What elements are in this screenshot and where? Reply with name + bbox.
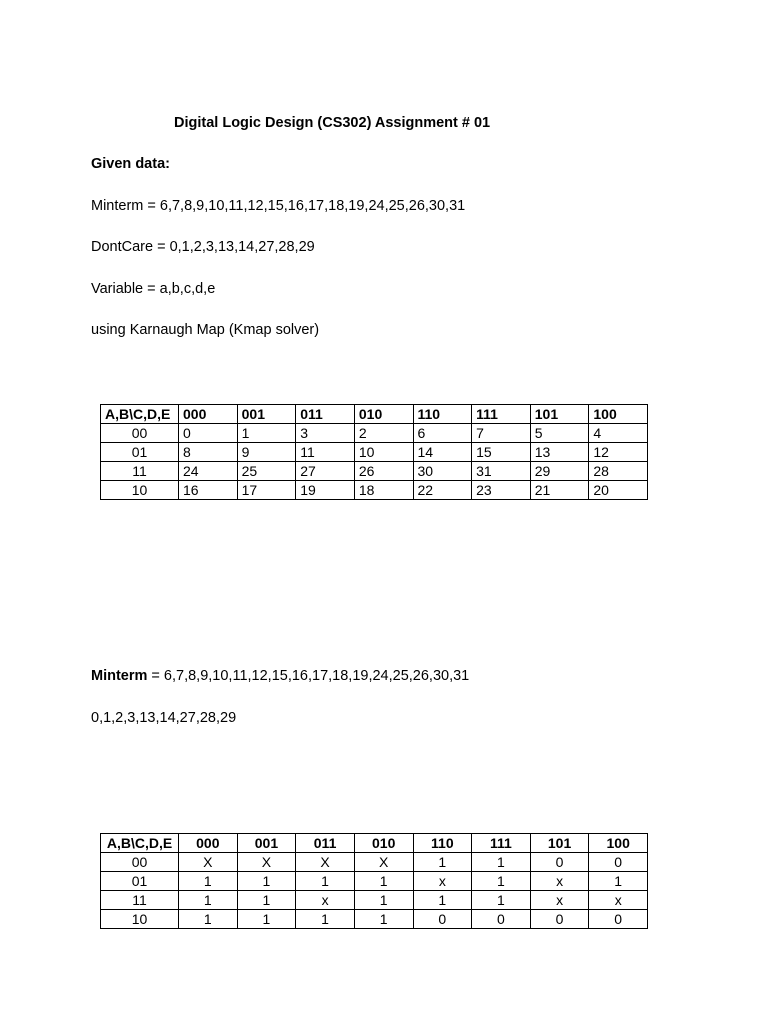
table-cell: 24 xyxy=(179,462,238,481)
dontcare-line: DontCare = 0,1,2,3,13,14,27,28,29 xyxy=(91,239,315,255)
column-header: 011 xyxy=(296,834,355,853)
table-cell: 26 xyxy=(354,462,413,481)
row-label: 11 xyxy=(101,462,179,481)
table-cell: 1 xyxy=(472,872,531,891)
row-label: 00 xyxy=(101,853,179,872)
table-row xyxy=(101,481,648,500)
table-cell: 20 xyxy=(589,481,648,500)
table-cell: 8 xyxy=(179,443,238,462)
table-cell: 1 xyxy=(179,891,238,910)
table-cell: 0 xyxy=(589,853,648,872)
table-cell: 13 xyxy=(530,443,589,462)
table-row xyxy=(101,872,648,891)
method-line: using Karnaugh Map (Kmap solver) xyxy=(91,322,320,338)
table-cell: 25 xyxy=(237,462,296,481)
table-cell: 0 xyxy=(530,910,589,929)
table-cell: x xyxy=(413,872,472,891)
table-cell: 10 xyxy=(354,443,413,462)
table-cell: 31 xyxy=(472,462,531,481)
table-cell: 1 xyxy=(354,872,413,891)
column-header: 000 xyxy=(179,405,238,424)
table-cell: 17 xyxy=(237,481,296,500)
table-cell: X xyxy=(179,853,238,872)
table-cell: x xyxy=(589,891,648,910)
column-header: 010 xyxy=(354,834,413,853)
table-cell: 1 xyxy=(179,910,238,929)
table-cell: 1 xyxy=(354,891,413,910)
table-cell: 1 xyxy=(589,872,648,891)
table-cell: 0 xyxy=(589,910,648,929)
table-cell: 3 xyxy=(296,424,355,443)
table-cell: 6 xyxy=(413,424,472,443)
column-header: 100 xyxy=(589,405,648,424)
row-label: 01 xyxy=(101,872,179,891)
table-cell: 28 xyxy=(589,462,648,481)
table-cell: 0 xyxy=(413,910,472,929)
table-cell: 30 xyxy=(413,462,472,481)
corner-header: A,B\C,D,E xyxy=(101,834,179,853)
column-header: 111 xyxy=(472,834,531,853)
table-cell: 2 xyxy=(354,424,413,443)
row-label: 11 xyxy=(101,891,179,910)
minterm-line: Minterm = 6,7,8,9,10,11,12,15,16,17,18,19,24,25,26,30,31 xyxy=(91,198,466,214)
table-cell: x xyxy=(530,872,589,891)
table-cell: 1 xyxy=(296,910,355,929)
table-cell: 1 xyxy=(237,424,296,443)
column-header: 100 xyxy=(589,834,648,853)
table-cell: 1 xyxy=(237,910,296,929)
corner-header: A,B\C,D,E xyxy=(101,405,179,424)
table-cell: 29 xyxy=(530,462,589,481)
table-cell: 4 xyxy=(589,424,648,443)
table-row xyxy=(101,443,648,462)
table-cell: 14 xyxy=(413,443,472,462)
column-header: 001 xyxy=(237,405,296,424)
table-cell: 1 xyxy=(237,872,296,891)
document-title: Digital Logic Design (CS302) Assignment # 01 xyxy=(174,115,491,131)
table-cell: 18 xyxy=(354,481,413,500)
table-cell: 7 xyxy=(472,424,531,443)
given-data-heading: Given data: xyxy=(91,156,170,172)
table-cell: 1 xyxy=(472,853,531,872)
kmap-index-table xyxy=(100,404,648,500)
table-row xyxy=(101,891,648,910)
table-row xyxy=(101,910,648,929)
table-cell: 1 xyxy=(354,910,413,929)
kmap-values-table xyxy=(100,833,648,929)
table-cell: 1 xyxy=(179,872,238,891)
column-header: 101 xyxy=(530,405,589,424)
row-label: 10 xyxy=(101,481,179,500)
table-cell: X xyxy=(354,853,413,872)
variable-line: Variable = a,b,c,d,e xyxy=(91,281,216,297)
row-label: 01 xyxy=(101,443,179,462)
minterm-label: Minterm xyxy=(91,668,148,684)
column-header: 101 xyxy=(530,834,589,853)
table-cell: x xyxy=(296,891,355,910)
column-header: 001 xyxy=(237,834,296,853)
table-header-row xyxy=(101,834,648,853)
table-cell: 27 xyxy=(296,462,355,481)
table-cell: 16 xyxy=(179,481,238,500)
table-cell: 9 xyxy=(237,443,296,462)
table-cell: 12 xyxy=(589,443,648,462)
row-label: 00 xyxy=(101,424,179,443)
table-cell: 0 xyxy=(472,910,531,929)
table-cell: 1 xyxy=(472,891,531,910)
dontcare-repeat-line: 0,1,2,3,13,14,27,28,29 xyxy=(91,710,237,726)
table-cell: 1 xyxy=(413,891,472,910)
table-cell: 21 xyxy=(530,481,589,500)
table-cell: 1 xyxy=(296,872,355,891)
table-cell: 5 xyxy=(530,424,589,443)
column-header: 000 xyxy=(179,834,238,853)
minterm-repeat-line xyxy=(91,668,469,684)
table-cell: 15 xyxy=(472,443,531,462)
column-header: 011 xyxy=(296,405,355,424)
column-header: 110 xyxy=(413,405,472,424)
table-cell: 0 xyxy=(530,853,589,872)
table-cell: 0 xyxy=(179,424,238,443)
table-cell: 19 xyxy=(296,481,355,500)
table-cell: 1 xyxy=(413,853,472,872)
table-cell: X xyxy=(237,853,296,872)
table-cell: 1 xyxy=(237,891,296,910)
table-cell: x xyxy=(530,891,589,910)
table-row xyxy=(101,853,648,872)
column-header: 010 xyxy=(354,405,413,424)
table-header-row xyxy=(101,405,648,424)
table-cell: 23 xyxy=(472,481,531,500)
column-header: 110 xyxy=(413,834,472,853)
column-header: 111 xyxy=(472,405,531,424)
table-row xyxy=(101,462,648,481)
row-label: 10 xyxy=(101,910,179,929)
minterm-values: = 6,7,8,9,10,11,12,15,16,17,18,19,24,25,26,30,31 xyxy=(147,668,470,684)
table-row xyxy=(101,424,648,443)
table-cell: 11 xyxy=(296,443,355,462)
table-cell: X xyxy=(296,853,355,872)
table-cell: 22 xyxy=(413,481,472,500)
